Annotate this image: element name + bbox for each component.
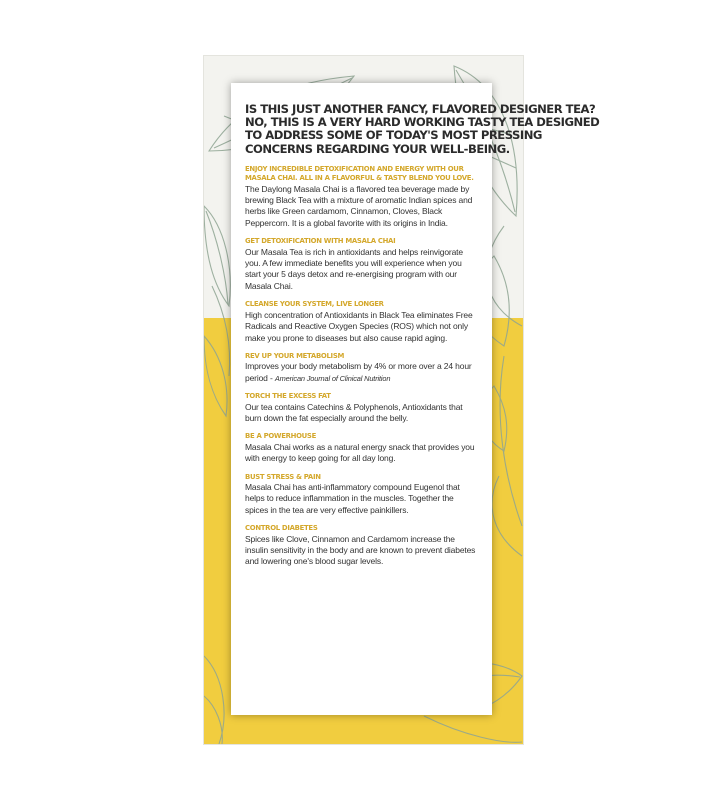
section-body: High concentration of Antioxidants in Black Tea eliminates Free Radicals and Reactive Oxygen Species (ROS) which not only make you prone to diseases but also cause rapid aging. xyxy=(245,309,473,343)
section-title: CONTROL DIABETES xyxy=(245,524,318,533)
headline-line-2: NO, THIS IS A VERY HARD WORKING TASTY TEA DESIGNED xyxy=(245,115,600,130)
headline-line-3: TO ADDRESS SOME OF TODAY'S MOST PRESSING xyxy=(245,128,542,143)
section-title: REV UP YOUR METABOLISM xyxy=(245,351,345,360)
section-metabolism xyxy=(245,352,478,384)
section-body: Our Masala Tea is rich in antioxidants and helps reinvigorate you. A few immediate benefits you will experience when you start your 5 days detox and re-energising program with our Masala Chai. xyxy=(245,246,463,291)
section-body: The Daylong Masala Chai is a flavored tea beverage made by brewing Black Tea with a mixture of aromatic Indian spices and herbs like Green cardamom, Cinnamon, Cloves, Black Peppercorn. It is a global favorite with its origins in India. xyxy=(245,183,473,228)
section-stress-pain xyxy=(245,473,478,517)
section-body: Spices like Clove, Cinnamon and Cardamom increase the insulin sensitivity in the body and are known to prevent diabetes and lowering one's blood sugar levels. xyxy=(245,533,476,567)
section-body: Our tea contains Catechins & Polyphenols, Antioxidants that burn down the fat especially around the belly. xyxy=(245,401,463,423)
headline-line-1: IS THIS JUST ANOTHER FANCY, FLAVORED DESIGNER TEA? xyxy=(245,102,596,116)
section-title: BE A POWERHOUSE xyxy=(245,432,317,441)
section-title: GET DETOXIFICATION WITH MASALA CHAI xyxy=(245,237,396,246)
section-torch-fat xyxy=(245,392,478,424)
section-detox-energy xyxy=(245,165,478,229)
citation: American Journal of Clinical Nutrition xyxy=(274,373,391,383)
section-body: Masala Chai works as a natural energy snack that provides you with energy to keep going for all day long. xyxy=(245,441,475,464)
section-body-text: Improves your body metabolism by 4% or more over a 24 hour period - xyxy=(245,361,472,383)
section-get-detoxification xyxy=(245,237,478,292)
section-body xyxy=(245,361,478,384)
section-title: ENJOY INCREDIBLE DETOXIFICATION AND ENERGY WITH OUR MASALA CHAI. ALL IN A FLAVORFUL & TASTY BLEND YOU LOVE. xyxy=(245,164,474,183)
section-powerhouse xyxy=(245,432,478,464)
headline-line-4: CONCERNS REGARDING YOUR WELL-BEING. xyxy=(245,141,510,156)
headline xyxy=(245,102,600,156)
section-body: Masala Chai has anti-inflammatory compound Eugenol that helps to reduce inflammation in the muscles. Together the spices in the tea are very effective painkillers. xyxy=(245,481,460,515)
section-title: BUST STRESS & PAIN xyxy=(245,472,321,481)
section-diabetes xyxy=(245,524,478,568)
section-cleanse-system xyxy=(245,300,478,344)
section-title: TORCH THE EXCESS FAT xyxy=(245,392,331,401)
section-title: CLEANSE YOUR SYSTEM, LIVE LONGER xyxy=(245,300,384,309)
info-card xyxy=(231,83,600,715)
